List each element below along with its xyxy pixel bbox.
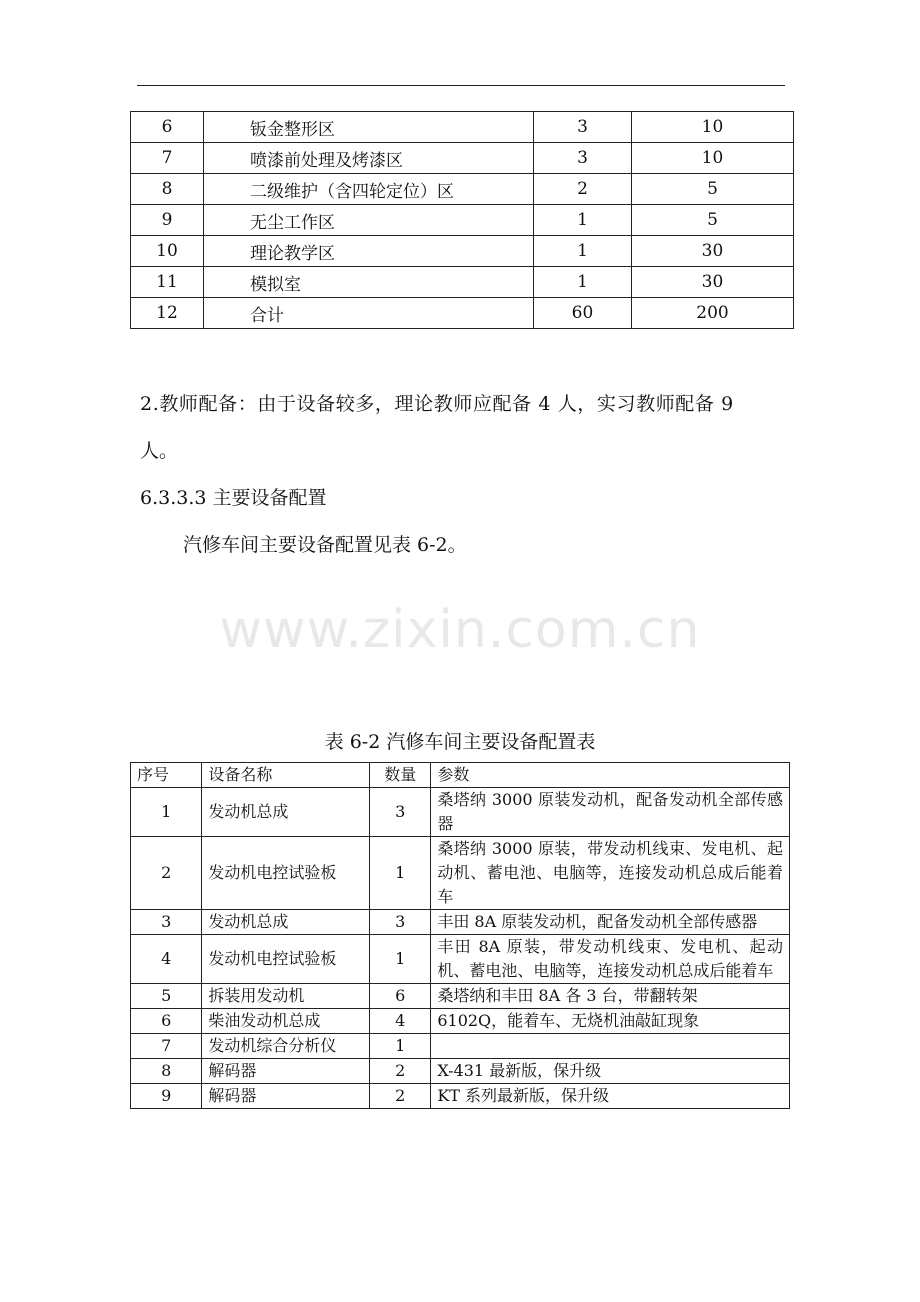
area-capacity: 30 [632,267,794,298]
area-table-body [131,112,794,329]
table-row [131,1059,790,1084]
row-number: 7 [131,143,204,174]
table-row [131,236,794,267]
equipment-qty: 3 [370,910,431,935]
row-number: 11 [131,267,204,298]
equipment-param: 丰田 8A 原装发动机，配备发动机全部传感器 [431,910,790,935]
teacher-paragraph-line-2: 人。 [140,440,179,462]
equipment-table-caption: 表 6-2 汽修车间主要设备配置表 [324,731,596,753]
area-table [130,111,794,329]
equipment-qty: 2 [370,1059,431,1084]
equipment-param: 6102Q，能着车、无烧机油敲缸现象 [431,1009,790,1034]
header-qty: 数量 [370,763,431,788]
equipment-param: 桑塔纳 3000 原装发动机，配备发动机全部传感器 [431,788,790,837]
equipment-qty: 1 [370,935,431,984]
area-name: 二级维护（含四轮定位）区 [204,174,534,205]
equipment-seq: 1 [131,788,202,837]
table-row [131,984,790,1009]
equipment-table-header-row [131,763,790,788]
table-row [131,1034,790,1059]
area-name: 钣金整形区 [204,112,534,143]
equipment-seq: 8 [131,1059,202,1084]
area-name: 合计 [204,298,534,329]
equipment-name: 发动机总成 [202,788,370,837]
equipment-seq: 4 [131,935,202,984]
equipment-qty: 1 [370,1034,431,1059]
equipment-qty: 6 [370,984,431,1009]
equipment-name: 解码器 [202,1059,370,1084]
equipment-name: 发动机总成 [202,910,370,935]
equipment-table [130,762,790,1109]
table-row [131,205,794,236]
area-name: 模拟室 [204,267,534,298]
equipment-qty: 1 [370,837,431,910]
area-capacity: 5 [632,174,794,205]
equipment-seq: 9 [131,1084,202,1109]
area-name: 理论教学区 [204,236,534,267]
table-row [131,267,794,298]
equipment-qty: 4 [370,1009,431,1034]
teacher-paragraph-line-1: 2.教师配备：由于设备较多，理论教师应配备 4 人，实习教师配备 9 [140,393,734,415]
area-name: 喷漆前处理及烤漆区 [204,143,534,174]
equipment-name: 发动机电控试验板 [202,837,370,910]
area-count: 2 [534,174,632,205]
equipment-param: X-431 最新版，保升级 [431,1059,790,1084]
equipment-qty: 3 [370,788,431,837]
equipment-seq: 6 [131,1009,202,1034]
row-number: 8 [131,174,204,205]
intro-paragraph: 汽修车间主要设备配置见表 6-2。 [183,534,467,556]
equipment-name: 柴油发动机总成 [202,1009,370,1034]
area-capacity: 200 [632,298,794,329]
table-row [131,910,790,935]
table-row [131,1009,790,1034]
equipment-param: 桑塔纳和丰田 8A 各 3 台，带翻转架 [431,984,790,1009]
area-name: 无尘工作区 [204,205,534,236]
row-number: 12 [131,298,204,329]
row-number: 10 [131,236,204,267]
area-count: 60 [534,298,632,329]
area-capacity: 10 [632,143,794,174]
table-row [131,837,790,910]
equipment-seq: 3 [131,910,202,935]
area-count: 1 [534,236,632,267]
table-row [131,112,794,143]
watermark: www.zixin.com.cn [219,600,701,660]
area-capacity: 30 [632,236,794,267]
area-count: 3 [534,143,632,174]
header-rule [137,85,785,86]
header-param: 参数 [431,763,790,788]
equipment-name: 发动机综合分析仪 [202,1034,370,1059]
header-seq: 序号 [131,763,202,788]
table-row [131,174,794,205]
equipment-param: KT 系列最新版，保升级 [431,1084,790,1109]
row-number: 9 [131,205,204,236]
equipment-seq: 5 [131,984,202,1009]
equipment-param: 桑塔纳 3000 原装，带发动机线束、发电机、起动机、蓄电池、电脑等，连接发动机总成后能着车 [431,837,790,910]
equipment-param [431,1034,790,1059]
equipment-name: 解码器 [202,1084,370,1109]
equipment-seq: 2 [131,837,202,910]
area-count: 1 [534,205,632,236]
area-count: 1 [534,267,632,298]
table-row [131,143,794,174]
area-capacity: 5 [632,205,794,236]
header-name: 设备名称 [202,763,370,788]
equipment-seq: 7 [131,1034,202,1059]
equipment-name: 发动机电控试验板 [202,935,370,984]
table-row [131,788,790,837]
equipment-qty: 2 [370,1084,431,1109]
section-heading: 6.3.3.3 主要设备配置 [140,487,327,509]
area-count: 3 [534,112,632,143]
table-row [131,1084,790,1109]
equipment-table-body [131,788,790,1109]
table-row [131,935,790,984]
table-row [131,298,794,329]
area-capacity: 10 [632,112,794,143]
row-number: 6 [131,112,204,143]
equipment-name: 拆装用发动机 [202,984,370,1009]
equipment-param: 丰田 8A 原装，带发动机线束、发电机、起动机、蓄电池、电脑等，连接发动机总成后能着车 [431,935,790,984]
